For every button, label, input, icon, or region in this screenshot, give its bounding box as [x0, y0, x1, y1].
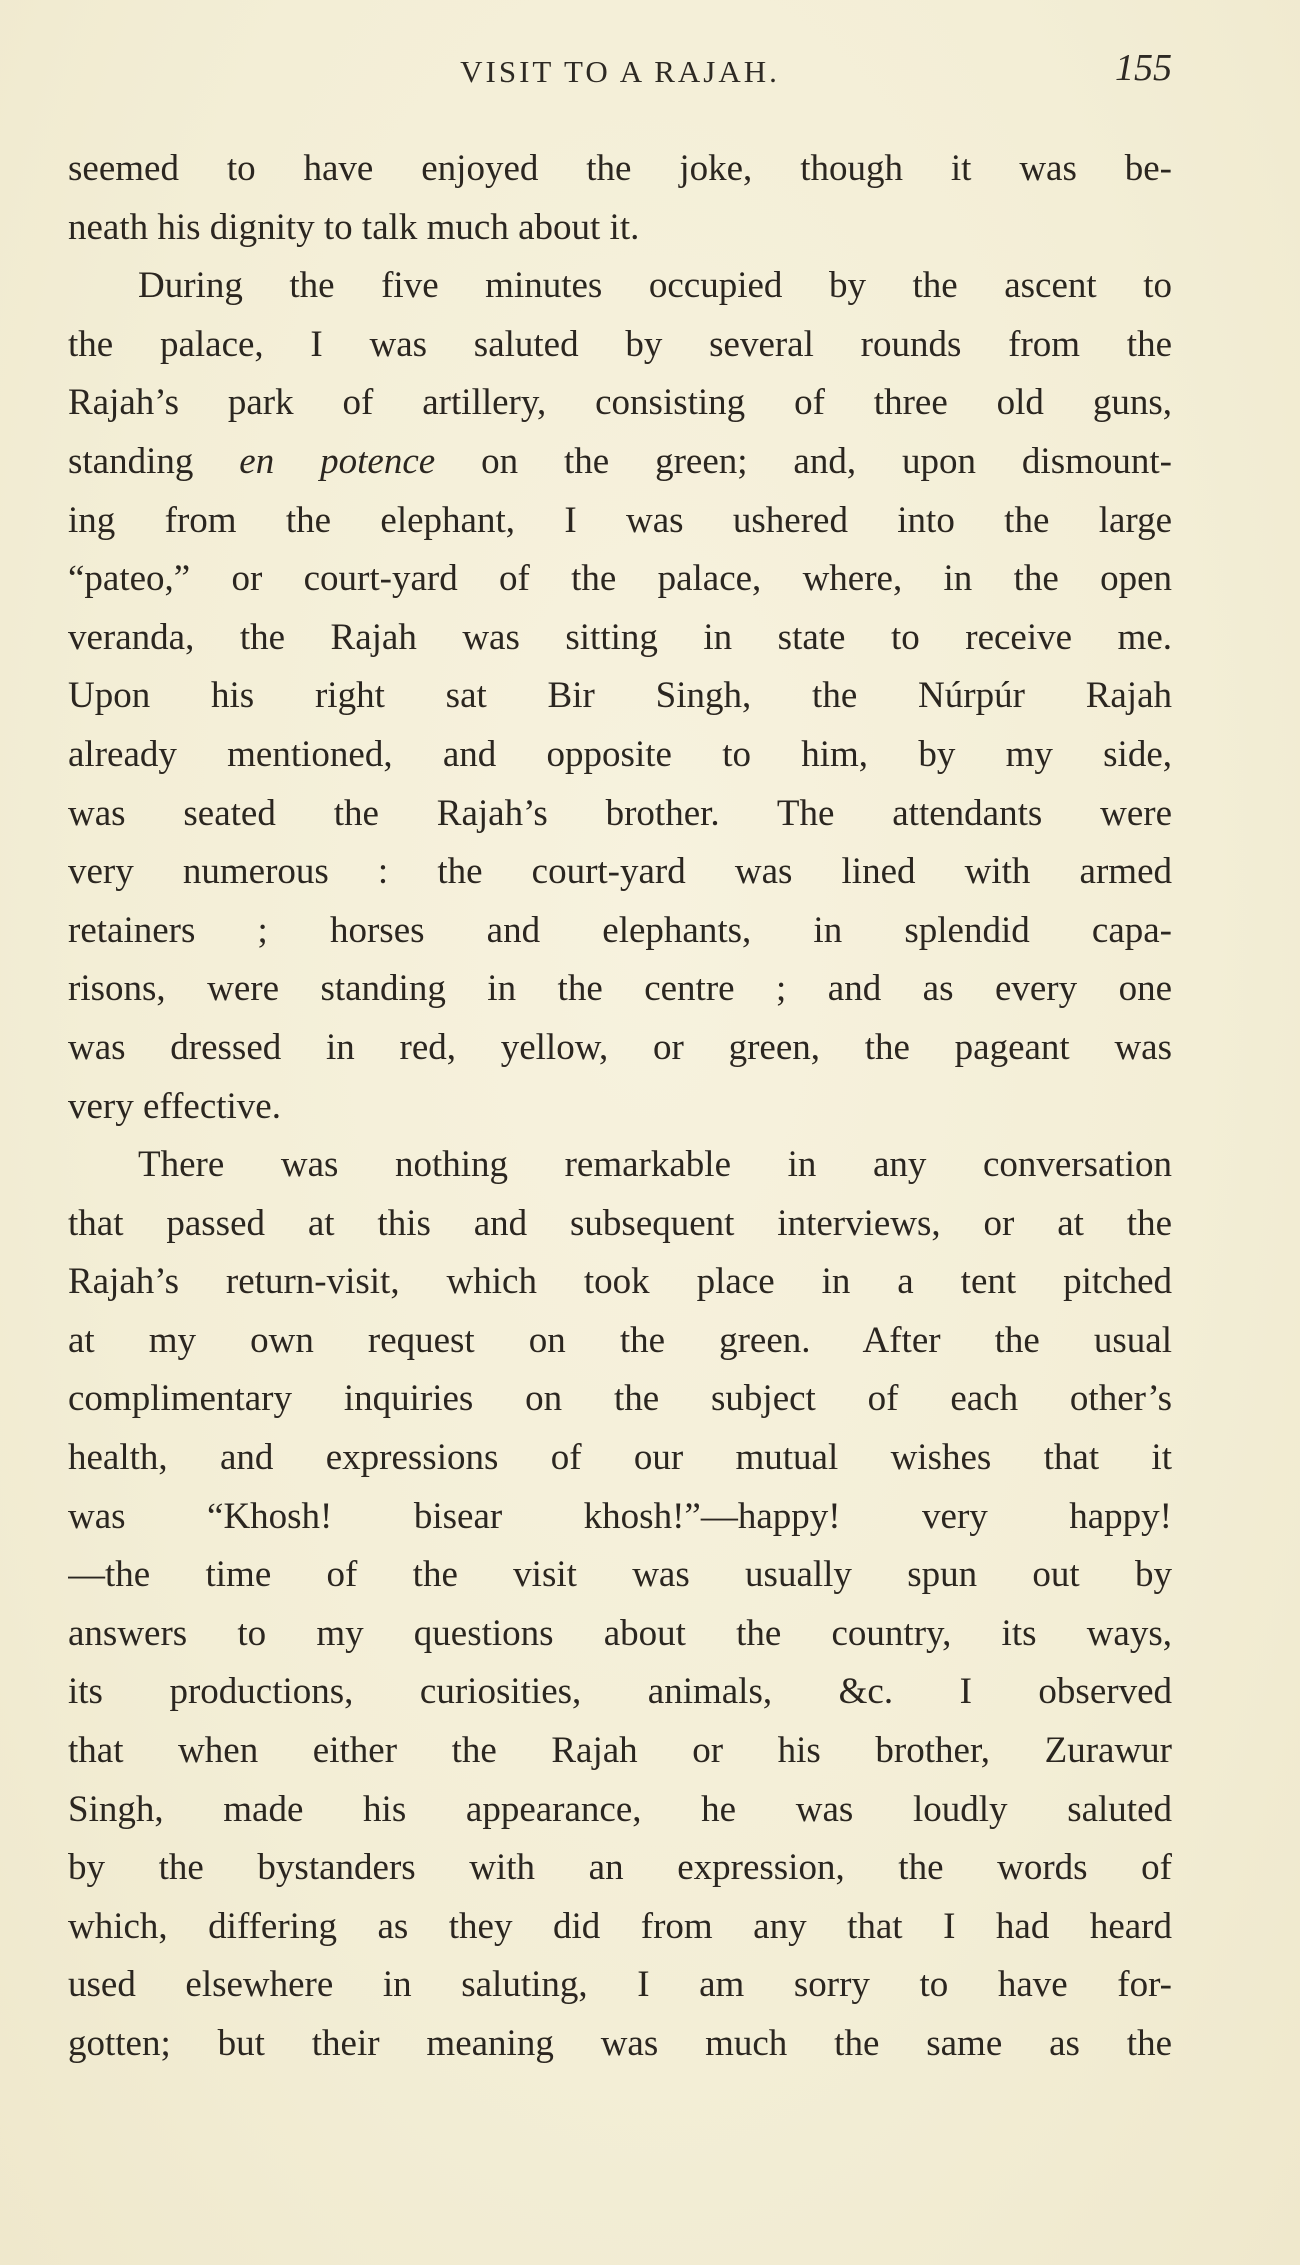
text-line: health, and expressions of our mutual wishes that it — [68, 1437, 1172, 1479]
body-text — [68, 140, 1172, 2074]
text-line: Rajah’s return-visit, which took place in a tent pitched — [68, 1261, 1172, 1303]
text-line: very effective. — [68, 1085, 281, 1127]
text-line: Upon his right sat Bir Singh, the Núrpúr Rajah — [68, 675, 1172, 717]
text-line: that when either the Rajah or his brother, Zurawur — [68, 1730, 1172, 1772]
text-line: retainers ; horses and elephants, in splendid capa- — [68, 909, 1172, 951]
running-title: VISIT TO A RAJAH. — [460, 54, 780, 89]
text-line: —the time of the visit was usually spun out by — [68, 1554, 1172, 1596]
text-line: answers to my questions about the country, its ways, — [68, 1612, 1172, 1654]
text-line: Rajah’s park of artillery, consisting of three old guns, — [68, 382, 1172, 424]
text-line: by the bystanders with an expression, the words of — [68, 1847, 1172, 1889]
running-head — [68, 46, 1172, 96]
text-line: risons, were standing in the centre ; and as every one — [68, 968, 1172, 1010]
text-line: that passed at this and subsequent interviews, or at the — [68, 1202, 1172, 1244]
text-line: already mentioned, and opposite to him, by my side, — [68, 733, 1172, 775]
text-line: was dressed in red, yellow, or green, the pageant was — [68, 1026, 1172, 1068]
text-line: at my own request on the green. After the usual — [68, 1319, 1172, 1361]
text-line: the palace, I was saluted by several rounds from the — [68, 323, 1172, 365]
text-line: “pateo,” or court-yard of the palace, where, in the open — [68, 558, 1172, 600]
text-line: standing en potence on the green; and, upon dismount- — [68, 440, 1172, 482]
text-line: complimentary inquiries on the subject of each other’s — [68, 1378, 1172, 1420]
text-line: gotten; but their meaning was much the same as the — [68, 2023, 1172, 2064]
text-line: seemed to have enjoyed the joke, though it was be- — [68, 148, 1172, 189]
text-line: which, differing as they did from any that I had heard — [68, 1905, 1172, 1947]
text-line: There was nothing remarkable in any conversation — [138, 1144, 1172, 1186]
page-number: 155 — [1115, 47, 1172, 89]
text-line: its productions, curiosities, animals, &c. I observed — [68, 1671, 1172, 1713]
text-line: neath his dignity to talk much about it. — [68, 206, 640, 248]
text-line: used elsewhere in saluting, I am sorry to have for- — [68, 1964, 1172, 2006]
text-line: was seated the Rajah’s brother. The attendants were — [68, 792, 1172, 834]
text-line: During the five minutes occupied by the ascent to — [138, 265, 1172, 307]
text-line: very numerous : the court-yard was lined with armed — [68, 851, 1172, 893]
text-line: veranda, the Rajah was sitting in state to receive me. — [68, 616, 1172, 658]
text-line: Singh, made his appearance, he was loudly saluted — [68, 1788, 1172, 1830]
text-line: ing from the elephant, I was ushered into the large — [68, 499, 1172, 541]
text-line: was “Khosh! bisear khosh!”—happy! very happy! — [68, 1495, 1172, 1537]
